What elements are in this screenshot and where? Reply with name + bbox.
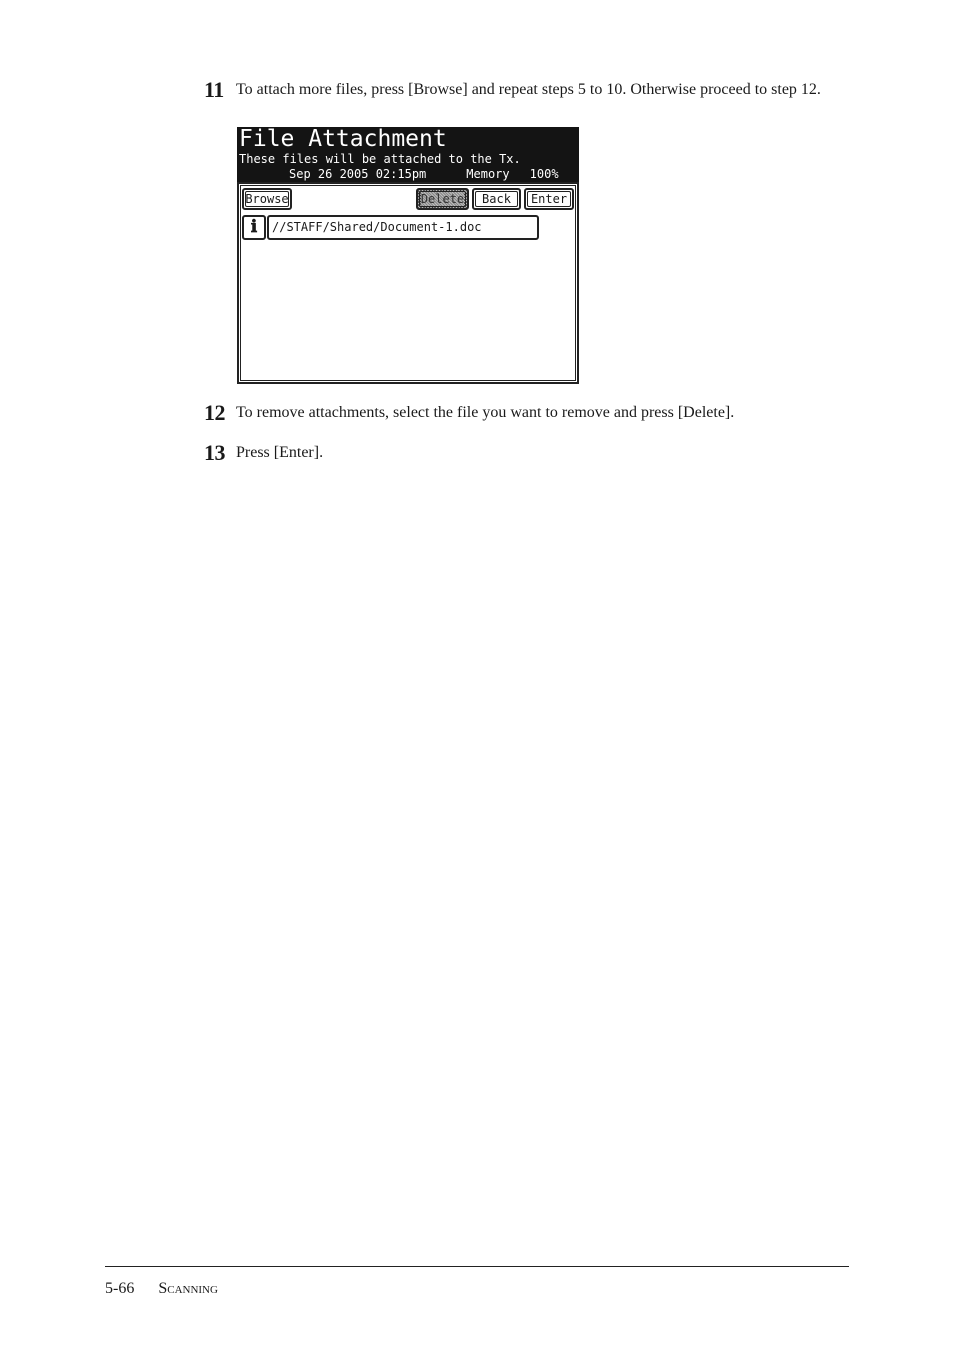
step-number: 13	[204, 440, 225, 465]
lcd-screenshot	[237, 127, 579, 383]
lcd-memory: 100%	[529, 167, 559, 181]
section-name: Scanning	[158, 1280, 218, 1297]
back-button[interactable]: Back	[472, 188, 521, 210]
page-number: 5-66	[105, 1280, 135, 1297]
lcd-status-line	[239, 167, 559, 181]
step-number: 11	[204, 77, 224, 102]
step-text: To remove attachments, select the file you want to remove and press [Delete].	[236, 404, 735, 421]
file-info-icon[interactable]: ℹ	[242, 215, 266, 240]
lcd-subtitle: These files will be attached to the Tx.	[239, 152, 521, 166]
enter-button[interactable]: Enter	[524, 188, 574, 210]
delete-button[interactable]: Delete	[416, 188, 469, 210]
lcd-mode: Memory	[466, 167, 510, 181]
lcd-date: Sep 26 2005 02:15pm	[289, 167, 427, 181]
step-text: To attach more files, press [Browse] and repeat steps 5 to 10. Otherwise proceed to step 12.	[236, 81, 821, 98]
step-number: 12	[204, 400, 225, 425]
browse-button[interactable]: Browse	[242, 188, 292, 210]
file-path-item[interactable]: //STAFF/Shared/Document-1.doc	[267, 215, 539, 240]
page-footer	[105, 1280, 218, 1298]
step-text: Press [Enter].	[236, 444, 324, 461]
lcd-header	[237, 127, 579, 182]
lcd-title: File Attachment	[239, 126, 447, 152]
footer-divider	[105, 1266, 849, 1267]
lcd-body	[237, 182, 579, 384]
